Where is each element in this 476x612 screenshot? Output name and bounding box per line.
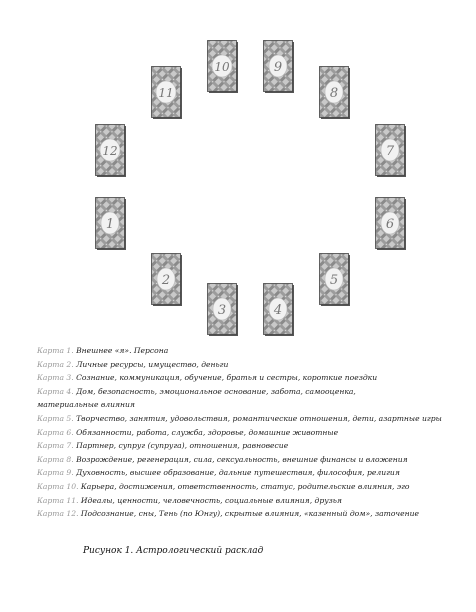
legend bbox=[37, 344, 457, 521]
card-1-face bbox=[95, 197, 127, 251]
card-2-face bbox=[151, 253, 183, 307]
card-8 bbox=[319, 66, 351, 120]
card-6-face bbox=[375, 197, 407, 251]
legend-item: Карта 5. Творчество, занятия, удовольствия, романтические отношения, дети, азартные игры bbox=[37, 413, 442, 423]
card-4-number: 4 bbox=[273, 303, 283, 318]
card-6-number: 6 bbox=[385, 217, 395, 232]
card-8-number: 8 bbox=[329, 86, 339, 101]
card-6 bbox=[375, 197, 407, 251]
legend-item: Карта 12. Подсознание, сны, Тень (по Юнгу), скрытые влияния, «казенный дом», заточение bbox=[37, 509, 420, 519]
card-12-face bbox=[95, 124, 127, 178]
card-5-face bbox=[319, 253, 351, 307]
card-3-number: 3 bbox=[217, 303, 227, 318]
card-4 bbox=[263, 283, 295, 337]
legend-item: Карта 3. Сознание, коммуникация, обучение, братья и сестры, короткие поездки bbox=[37, 373, 378, 383]
legend-item: Карта 1. Внешнее «я». Персона bbox=[37, 346, 169, 355]
card-9-number: 9 bbox=[273, 60, 283, 75]
legend-item: Карта 2. Личные ресурсы, имущество, деньги bbox=[37, 359, 229, 369]
card-12-number: 12 bbox=[102, 144, 118, 158]
card-7 bbox=[375, 124, 407, 178]
card-3-face bbox=[207, 283, 239, 337]
card-2 bbox=[151, 253, 183, 307]
card-11-number: 11 bbox=[158, 86, 174, 100]
card-12 bbox=[95, 124, 127, 178]
card-8-face bbox=[319, 66, 351, 120]
card-4-face bbox=[263, 283, 295, 337]
card-5-number: 5 bbox=[329, 273, 339, 288]
legend-item: Карта 6. Обязанности, работа, служба, здоровье, домашние животные bbox=[37, 427, 339, 437]
card-11-face bbox=[151, 66, 183, 120]
card-3 bbox=[207, 283, 239, 337]
card-9-face bbox=[263, 40, 295, 94]
card-10-face bbox=[207, 40, 239, 94]
legend-item: Карта 4. Дом, безопасность, эмоциональное основание, забота, самооценка, материальные влияния bbox=[37, 386, 356, 410]
card-11 bbox=[151, 66, 183, 120]
card-10-number: 10 bbox=[214, 60, 230, 74]
card-7-face bbox=[375, 124, 407, 178]
legend-item: Карта 10. Карьера, достижения, ответственность, статус, родительские влияния, эго bbox=[37, 481, 410, 491]
card-7-number: 7 bbox=[385, 144, 395, 159]
card-1-number: 1 bbox=[105, 217, 115, 232]
card-5 bbox=[319, 253, 351, 307]
legend-item: Карта 11. Идеалы, ценности, человечность, социальные влияния, друзья bbox=[37, 495, 342, 505]
card-2-number: 2 bbox=[161, 273, 171, 288]
legend-item: Карта 7. Партнер, супруг (супруга), отношения, равновесие bbox=[37, 441, 289, 451]
legend-item: Карта 8. Возрождение, регенерация, сила, сексуальность, внешние финансы и вложения bbox=[37, 454, 408, 464]
card-1 bbox=[95, 197, 127, 251]
card-9 bbox=[263, 40, 295, 94]
card-10 bbox=[207, 40, 239, 94]
legend-item: Карта 9. Духовность, высшее образование, дальние путешествия, философия, религия bbox=[37, 468, 400, 478]
figure-caption: Рисунок 1. Астрологический расклад bbox=[83, 546, 264, 556]
